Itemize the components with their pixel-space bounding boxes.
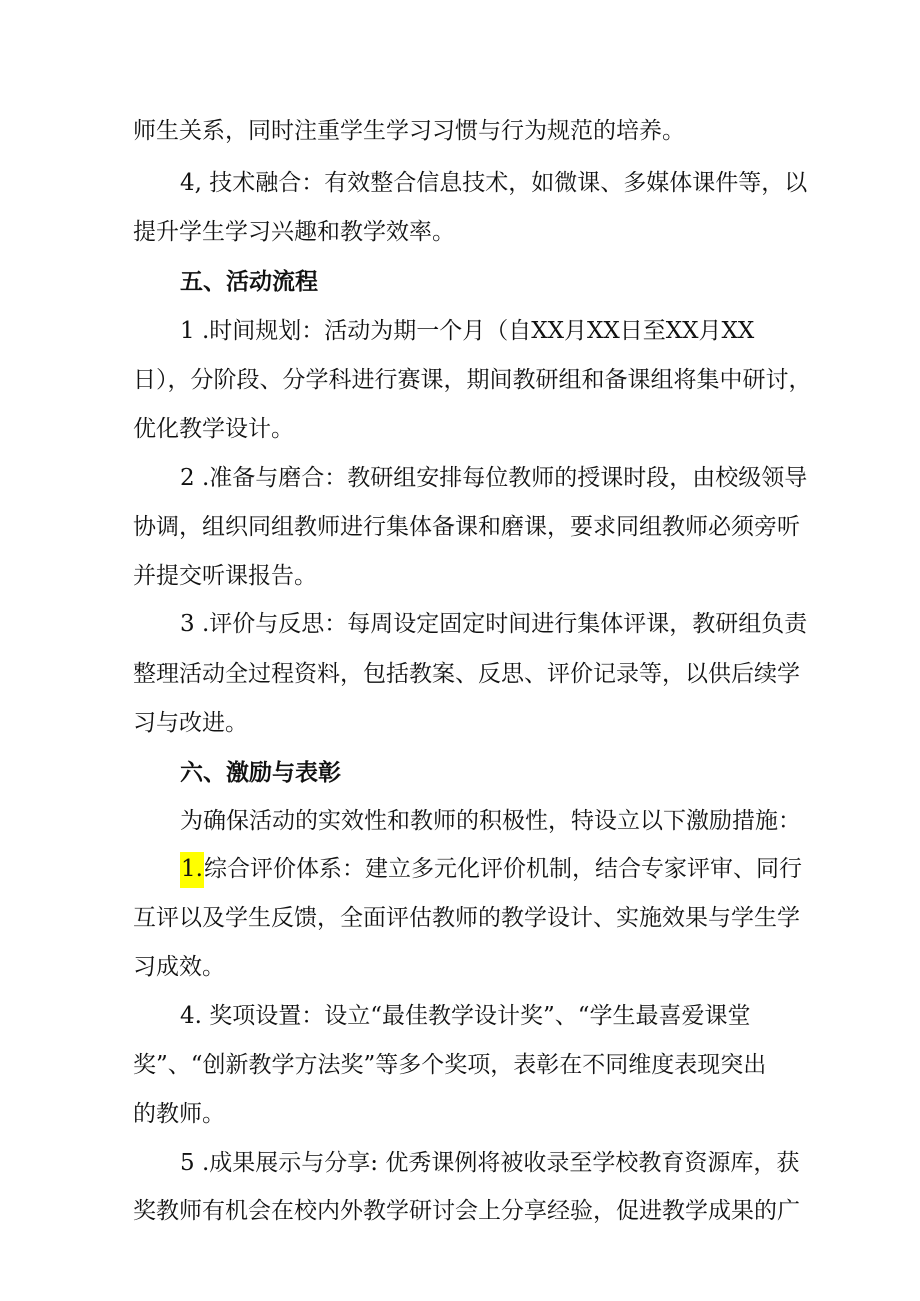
paragraph-line: 4, 技术融合：有效整合信息技术，如微课、多媒体课件等，以 [180, 170, 808, 196]
paragraph-line: 2 .准备与磨合：教研组安排每位教师的授课时段，由校级领导 [180, 465, 808, 491]
paragraph-line: 提升学生学习兴趣和教学效率。 [133, 219, 455, 245]
list-item-text: 综合评价体系：建立多元化评价机制，结合专家评审、同行 [203, 856, 802, 882]
paragraph-line: 习与改进。 [133, 710, 248, 736]
paragraph-line: 为确保活动的实效性和教师的积极性，特设立以下激励措施： [180, 808, 801, 834]
paragraph-line: 协调，组织同组教师进行集体备课和磨课，要求同组教师必须旁听 [133, 514, 800, 540]
section-heading-6: 六、激励与表彰 [180, 759, 341, 786]
highlighted-list-number: 1. [180, 852, 204, 888]
paragraph-line: 3 .评价与反思：每周设定固定时间进行集体评课，教研组负责 [180, 611, 808, 637]
paragraph-line: 奖”、“创新教学方法奖”等多个奖项，表彰在不同维度表现突出 [133, 1052, 767, 1078]
paragraph-line: 日），分阶段、分学科进行赛课，期间教研组和备课组将集中研讨， [133, 367, 812, 393]
paragraph-line: 5 .成果展示与分享: 优秀课例将被收录至学校教育资源库，获 [180, 1150, 800, 1176]
paragraph-line: 优化教学设计。 [133, 416, 294, 442]
paragraph-line: 4. 奖项设置：设立“最佳教学设计奖”、“学生最喜爱课堂 [180, 1003, 751, 1029]
paragraph-line: 并提交听课报告。 [133, 563, 317, 589]
paragraph-line: 奖教师有机会在校内外教学研讨会上分享经验，促进教学成果的广 [133, 1198, 800, 1224]
section-heading-5: 五、活动流程 [180, 268, 318, 295]
paragraph-line: 整理活动全过程资料，包括教案、反思、评价记录等，以供后续学 [133, 661, 800, 687]
paragraph-line: 互评以及学生反馈，全面评估教师的教学设计、实施效果与学生学 [133, 905, 800, 931]
paragraph-line: 1 .时间规划：活动为期一个月（自XX月XX日至XX月XX [180, 318, 755, 344]
paragraph-line: 的教师。 [133, 1101, 225, 1127]
paragraph-line: 习成效。 [133, 954, 225, 980]
paragraph-line: 师生关系，同时注重学生学习习惯与行为规范的培养。 [133, 118, 685, 144]
paragraph-line [180, 854, 870, 884]
